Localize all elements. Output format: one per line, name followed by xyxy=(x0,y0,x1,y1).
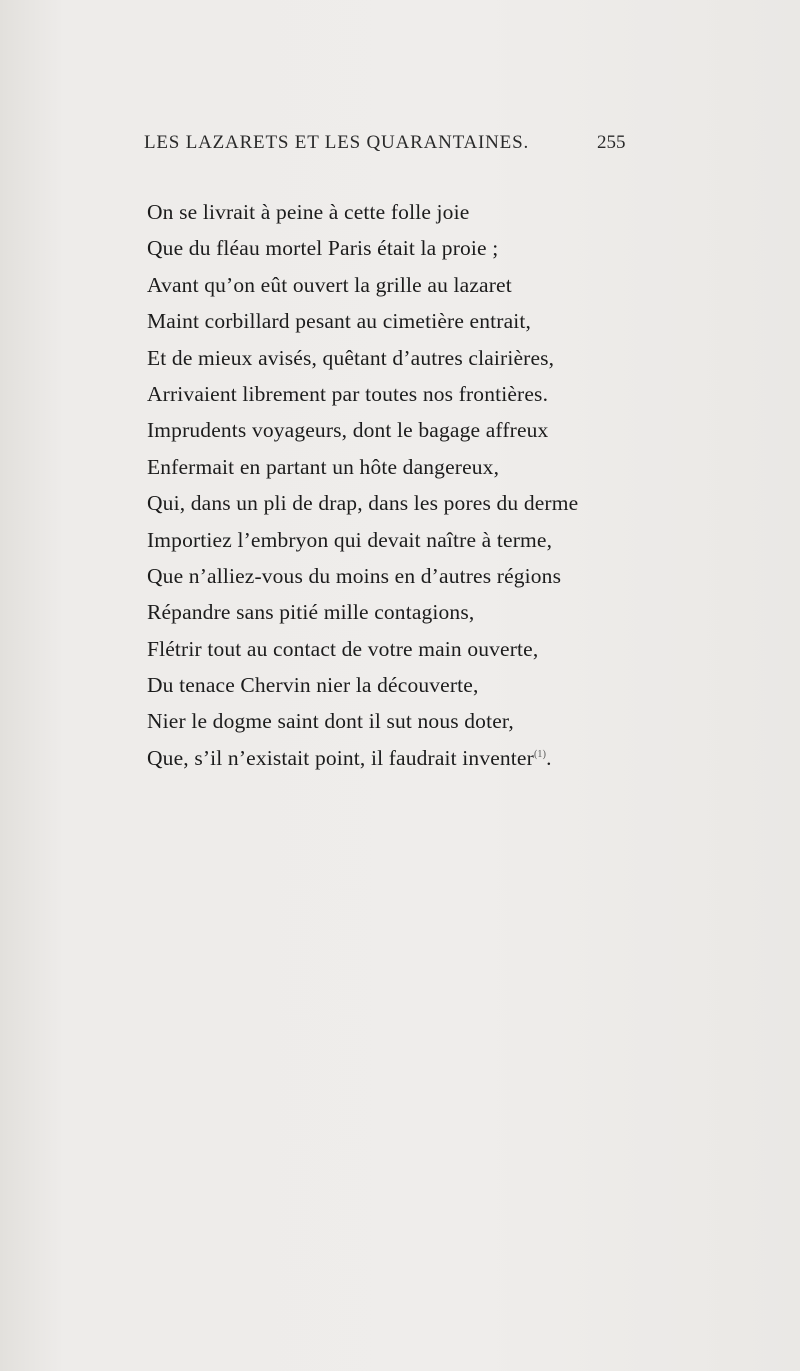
verse: Que du fléau mortel Paris était la proie ; xyxy=(147,236,499,261)
footnote-marker: (1) xyxy=(533,748,547,760)
poem xyxy=(147,194,767,776)
running-header xyxy=(0,132,800,162)
verse: Arrivaient librement par toutes nos frontières. xyxy=(147,381,549,406)
verse-period: . xyxy=(546,745,552,770)
verse: Qui, dans un pli de drap, dans les pores du derme xyxy=(147,491,579,516)
verse: Flétrir tout au contact de votre main ouverte, xyxy=(147,636,539,661)
verse: Avant qu’on eût ouvert la grille au lazaret xyxy=(147,272,512,297)
verse: On se livrait à peine à cette folle joie xyxy=(147,200,470,224)
verse: Du tenace Chervin nier la découverte, xyxy=(147,673,479,698)
verse: Que n’alliez-vous du moins en d’autres régions xyxy=(147,563,562,588)
verse-text: Que, s’il n’existait point, il faudrait inventer xyxy=(147,745,534,770)
running-title: LES LAZARETS ET LES QUARANTAINES. xyxy=(144,132,529,153)
verse: Et de mieux avisés, quêtant d’autres clairières, xyxy=(147,345,555,370)
verse: Nier le dogme saint dont il sut nous doter, xyxy=(147,709,514,734)
verse: Répandre sans pitié mille contagions, xyxy=(147,600,475,625)
verse: Importiez l’embryon qui devait naître à terme, xyxy=(147,527,553,552)
verse: Imprudents voyageurs, dont le bagage affreux xyxy=(147,418,549,443)
verse-last xyxy=(147,740,767,776)
verse: Maint corbillard pesant au cimetière entrait, xyxy=(147,309,532,334)
page-number: 255 xyxy=(597,132,626,153)
verse: Enfermait en partant un hôte dangereux, xyxy=(147,454,500,479)
